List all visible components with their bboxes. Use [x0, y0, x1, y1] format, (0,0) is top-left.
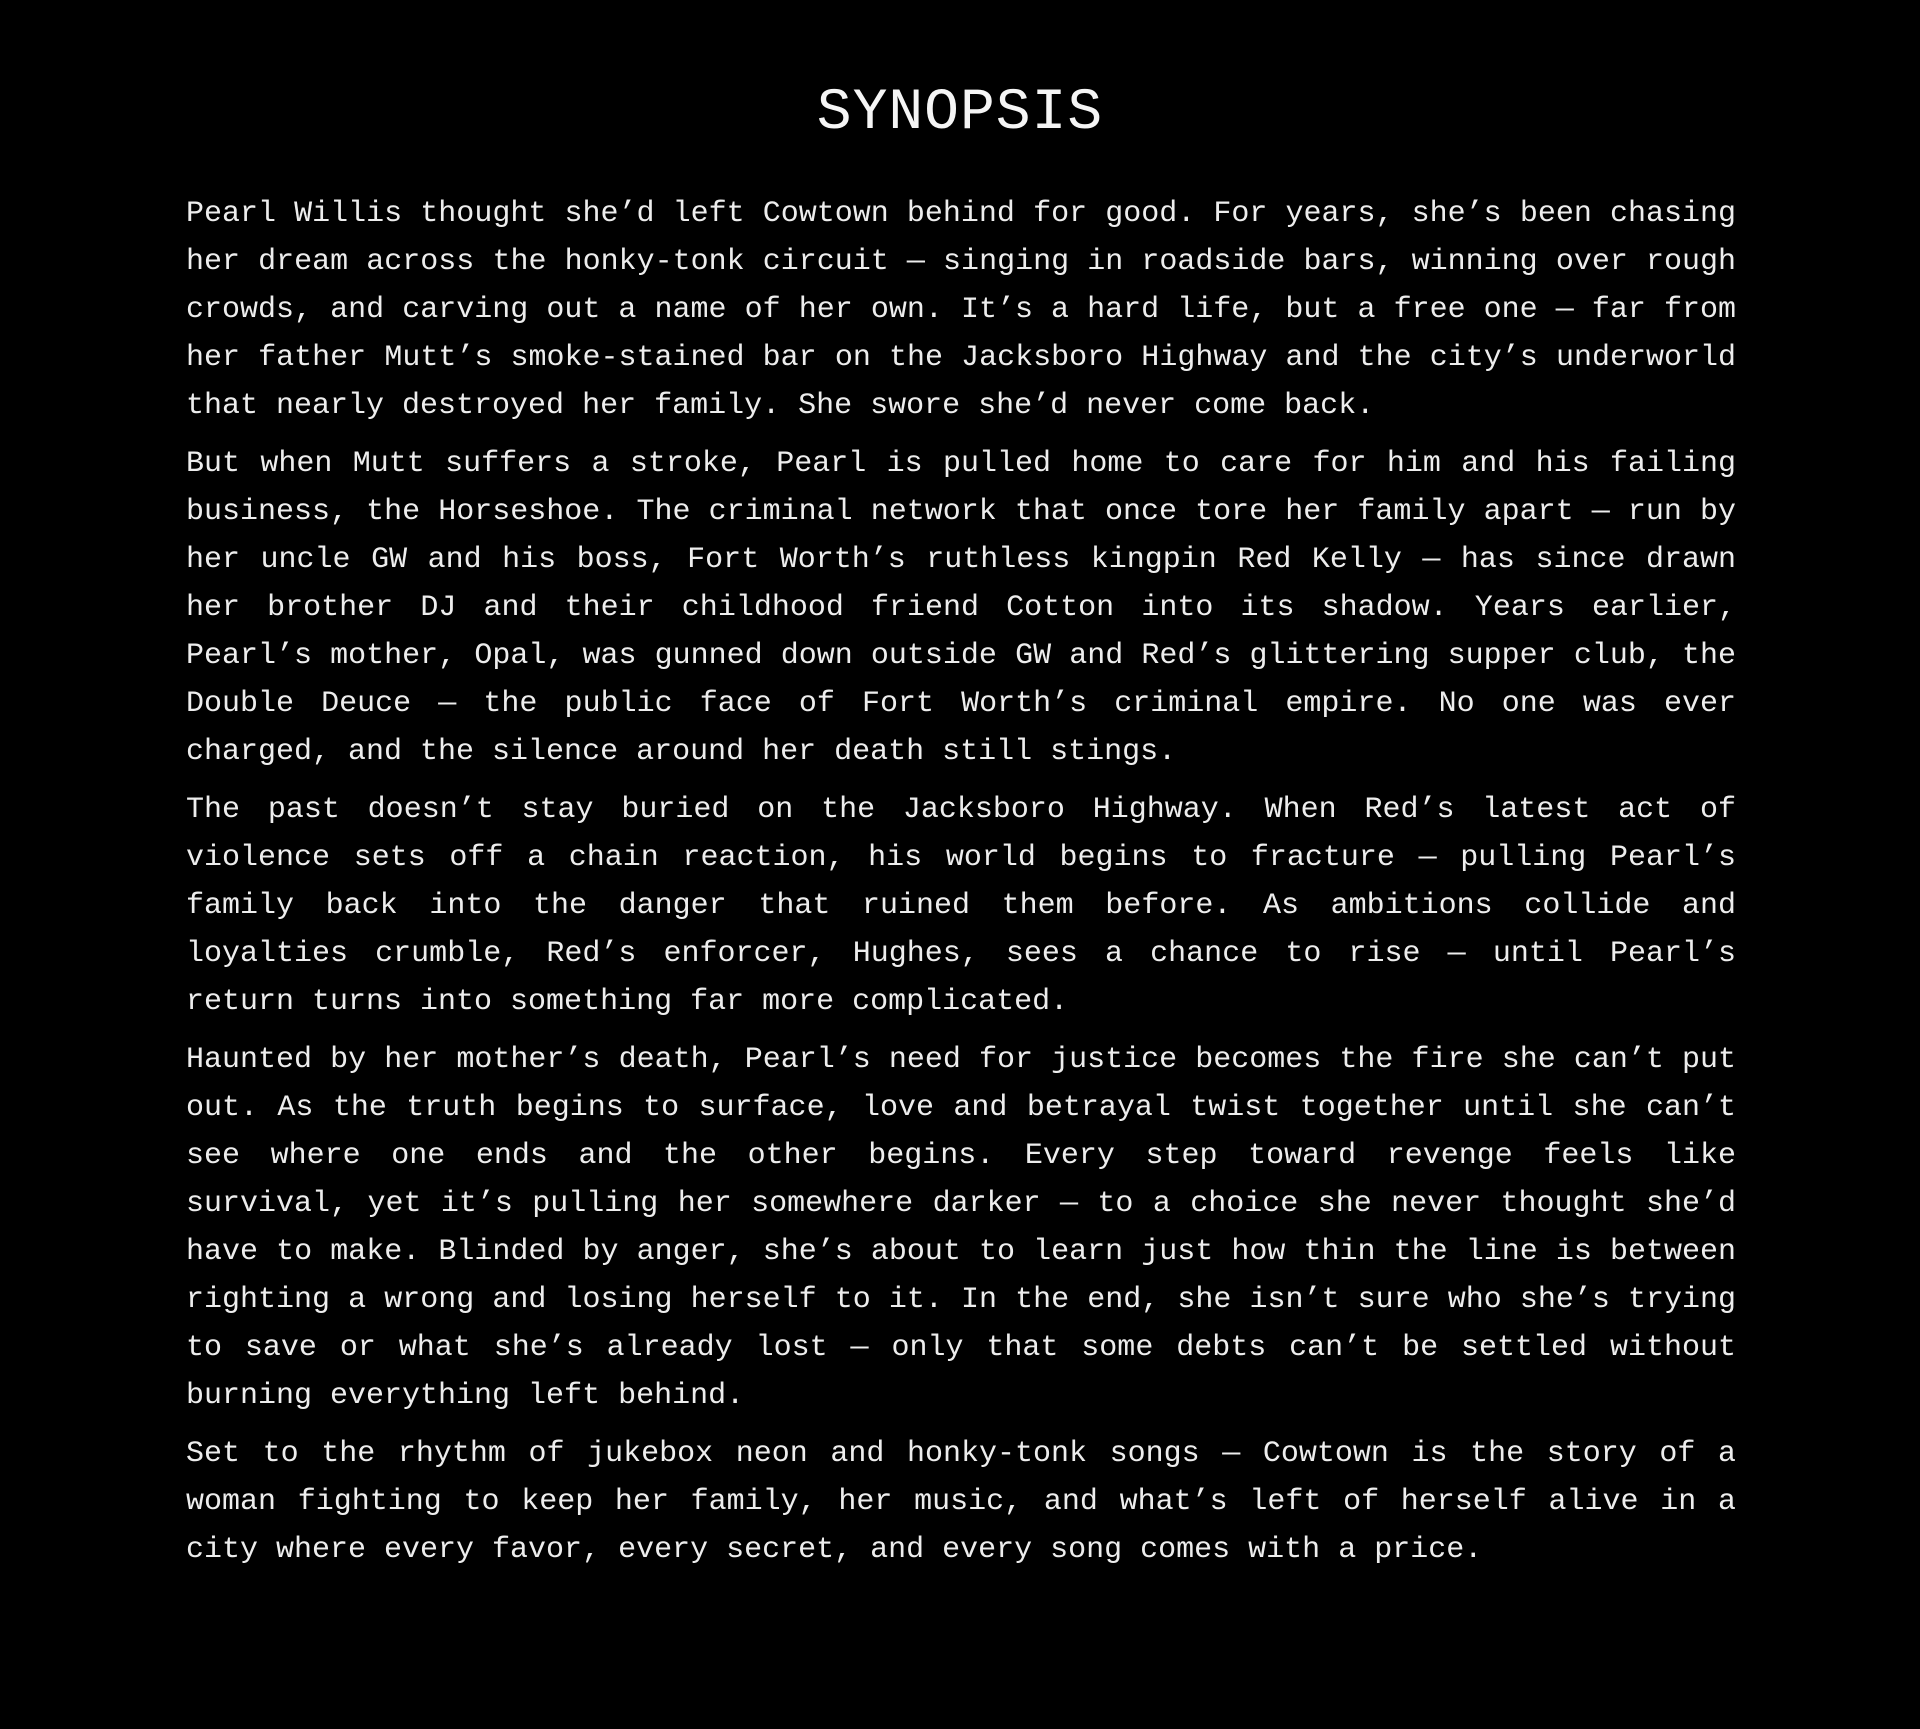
paragraph-4: Haunted by her mother’s death, Pearl’s need for justice becomes the fire she can’t put out. As the truth begins to surface, love and betrayal twist together until she can’t see where one ends and the other begins. Every step toward revenge feels like survival, yet it’s pulling her somewhere darker — to a choice she never thought she’d have to make. Blinded by anger, she’s about to learn just how thin the line is between righting a wrong and losing herself to it. In the end, she isn’t sure who she’s trying to save or what she’s already lost — only that some debts can’t be settled without burning everything left behind.: [186, 1043, 1736, 1413]
paragraph-2: But when Mutt suffers a stroke, Pearl is pulled home to care for him and his failing business, the Horseshoe. The criminal network that once tore her family apart — run by her uncle GW and his boss, Fort Worth’s ruthless kingpin Red Kelly — has since drawn her brother DJ and their childhood friend Cotton into its shadow. Years earlier, Pearl’s mother, Opal, was gunned down outside GW and Red’s glittering supper club, the Double Deuce — the public face of Fort Worth’s criminal empire. No one was ever charged, and the silence around her death still stings.: [186, 447, 1736, 769]
paragraph-3: The past doesn’t stay buried on the Jacksboro Highway. When Red’s latest act of violence sets off a chain reaction, his world begins to fracture — pulling Pearl’s family back into the danger that ruined them before. As ambitions collide and loyalties crumble, Red’s enforcer, Hughes, sees a chance to rise — until Pearl’s return turns into something far more complicated.: [186, 793, 1736, 1019]
synopsis-body: [186, 190, 1736, 1584]
paragraph-5: Set to the rhythm of jukebox neon and honky-tonk songs — Cowtown is the story of a woman fighting to keep her family, her music, and what’s left of herself alive in a city where every favor, every secret, and every song comes with a price.: [186, 1437, 1736, 1567]
paragraph-1: Pearl Willis thought she’d left Cowtown behind for good. For years, she’s been chasing her dream across the honky-tonk circuit — singing in roadside bars, winning over rough crowds, and carving out a name of her own. It’s a hard life, but a free one — far from her father Mutt’s smoke-stained bar on the Jacksboro Highway and the city’s underworld that nearly destroyed her family. She swore she’d never come back.: [186, 197, 1736, 423]
page-title: SYNOPSIS: [816, 81, 1104, 146]
